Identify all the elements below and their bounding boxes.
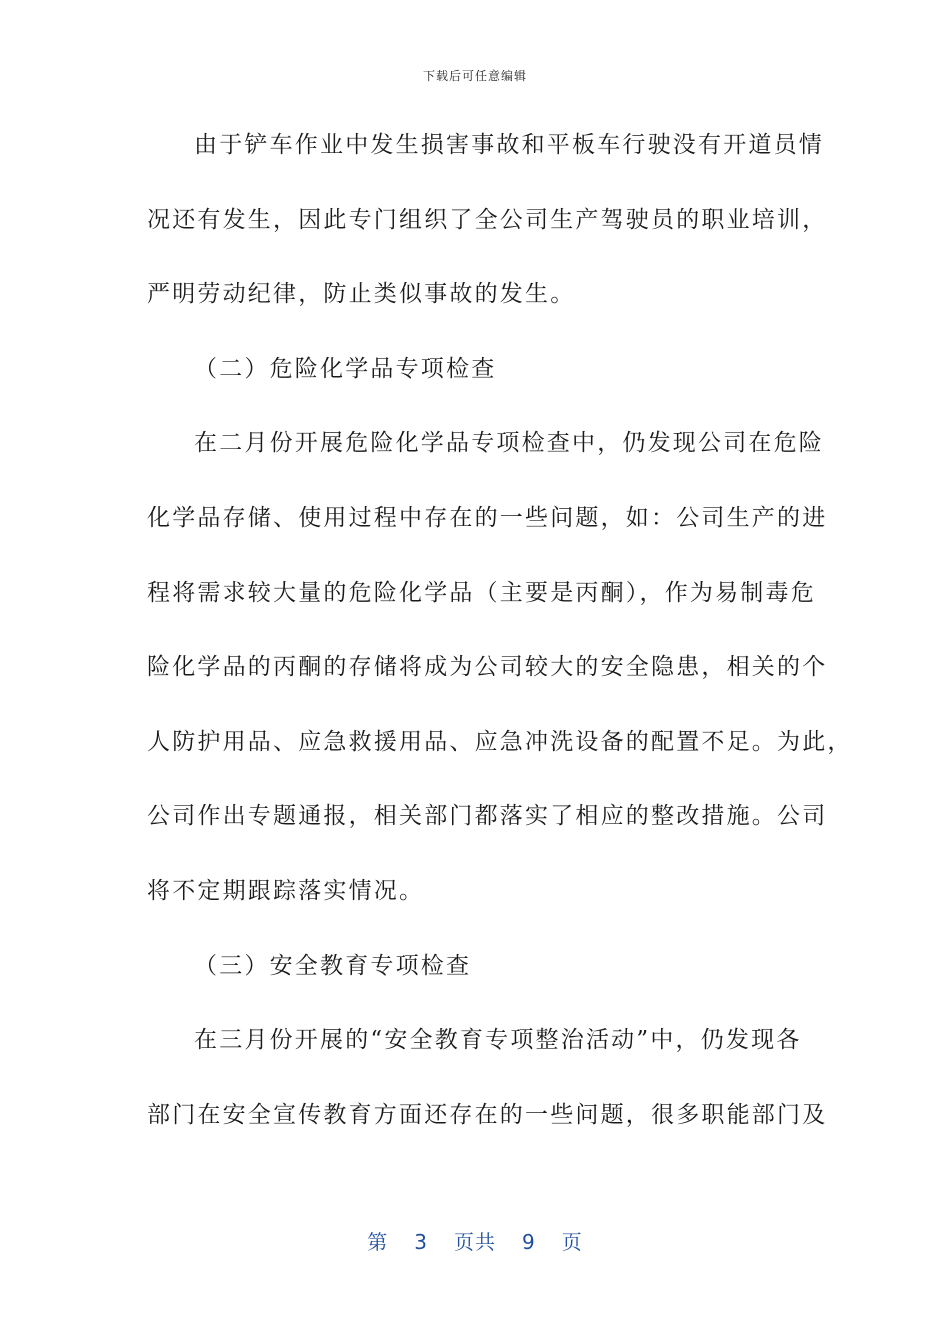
total-page-count: 9	[522, 1230, 536, 1254]
paragraph-line: 由于铲车作业中发生损害事故和平板车行驶没有开道员情	[194, 132, 824, 158]
footer-suffix: 页	[561, 1230, 583, 1254]
paragraph-line: 公司作出专题通报，相关部门都落实了相应的整改措施。公司	[147, 803, 828, 830]
footer-prefix: 第	[367, 1230, 389, 1254]
paragraph-line: 化学品存储、使用过程中存在的一些问题，如：公司生产的进	[147, 504, 828, 531]
paragraph-line: 将不定期跟踪落实情况。	[147, 877, 425, 904]
paragraph-line: 程将需求较大量的危险化学品（主要是丙酮），作为易制毒危	[147, 579, 816, 606]
paragraph-line: 部门在安全宣传教育方面还存在的一些问题，很多职能部门及	[147, 1101, 828, 1128]
paragraph-line: 险化学品的丙酮的存储将成为公司较大的安全隐患，相关的个	[147, 654, 828, 681]
paragraph-line: 严明劳动纪律，防止类似事故的发生。	[147, 281, 576, 308]
header-note: 下载后可任意编辑	[422, 69, 527, 83]
current-page-number: 3	[414, 1230, 428, 1254]
section-heading: （三）安全教育专项检查	[194, 952, 472, 979]
paragraph-line: 人防护用品、应急救援用品、应急冲洗设备的配置不足。为此，	[147, 728, 853, 755]
document-body	[147, 108, 853, 1152]
page-number-footer	[0, 1226, 950, 1255]
paragraph-line: 在三月份开展的“安全教育专项整治活动”中，仍发现各	[194, 1027, 802, 1054]
section-heading: （二）危险化学品专项检查	[194, 355, 497, 382]
footer-middle: 页共	[454, 1230, 496, 1254]
paragraph-line: 况还有发生，因此专门组织了全公司生产驾驶员的职业培训，	[147, 206, 828, 233]
paragraph-line: 在二月份开展危险化学品专项检查中，仍发现公司在危险	[194, 430, 824, 457]
